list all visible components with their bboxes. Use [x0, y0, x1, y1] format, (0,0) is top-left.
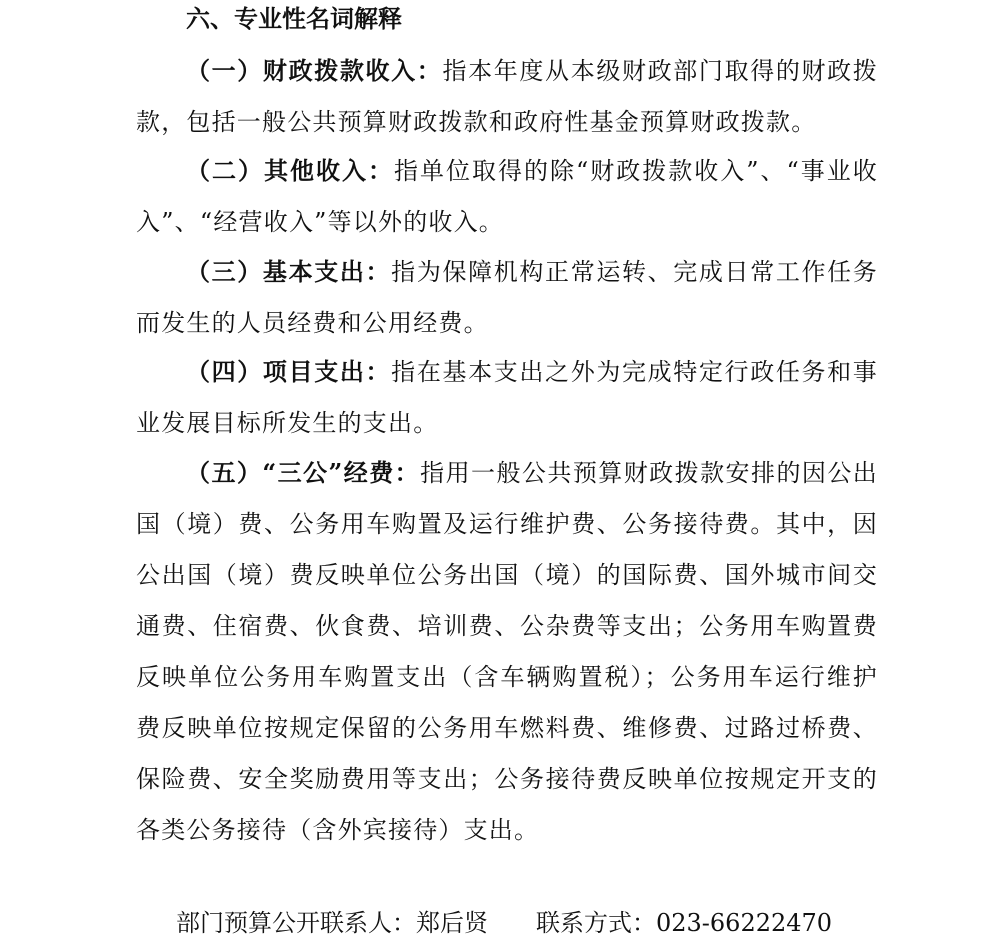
term-label: （二）其他收入： — [186, 156, 394, 185]
term-label: （三）基本支出： — [186, 257, 392, 286]
term-project-expenditure — [136, 346, 878, 449]
term-label: （四）项目支出： — [186, 357, 392, 386]
term-label: （一）财政拨款收入： — [186, 56, 443, 85]
term-definition: 指用一般公共预算财政拨款安排的因公出国（境）费、公务用车购置及运行维护费、公务接待费。其中，因公出国（境）费反映单位公务出国（境）的国际费、国外城市间交通费、住宿费、伙食费、培训费、公杂费等支出；公务用车购置费反映单位公务用车购置支出（含车辆购置税）；公务用车运行维护费反映单位按规定保留的公务用车燃料费、维修费、过路过桥费、保险费、安全奖励费用等支出；公务接待费反映单位按规定开支的各类公务接待（含外宾接待）支出。 — [136, 459, 878, 844]
term-label: （五）“三公”经费： — [186, 458, 421, 487]
term-other-income — [136, 145, 878, 248]
contact-person: 部门预算公开联系人：郑后贤 — [176, 909, 488, 937]
term-definition: 指单位取得的除“财政拨款收入”、“事业收入”、“经营收入”等以外的收入。 — [136, 157, 878, 236]
contact-footer — [176, 905, 832, 941]
term-definition: 指在基本支出之外为完成特定行政任务和事业发展目标所发生的支出。 — [136, 358, 878, 437]
term-three-public-expenses — [136, 447, 878, 856]
term-financial-appropriation-income — [136, 45, 878, 148]
term-definition: 指为保障机构正常运转、完成日常工作任务而发生的人员经费和公用经费。 — [136, 258, 878, 337]
contact-method: 联系方式：023-66222470 — [536, 909, 833, 937]
term-basic-expenditure — [136, 246, 878, 349]
section-title: 六、专业性名词解释 — [186, 4, 402, 33]
term-definition: 指本年度从本级财政部门取得的财政拨款，包括一般公共预算财政拨款和政府性基金预算财政拨款。 — [136, 57, 879, 136]
